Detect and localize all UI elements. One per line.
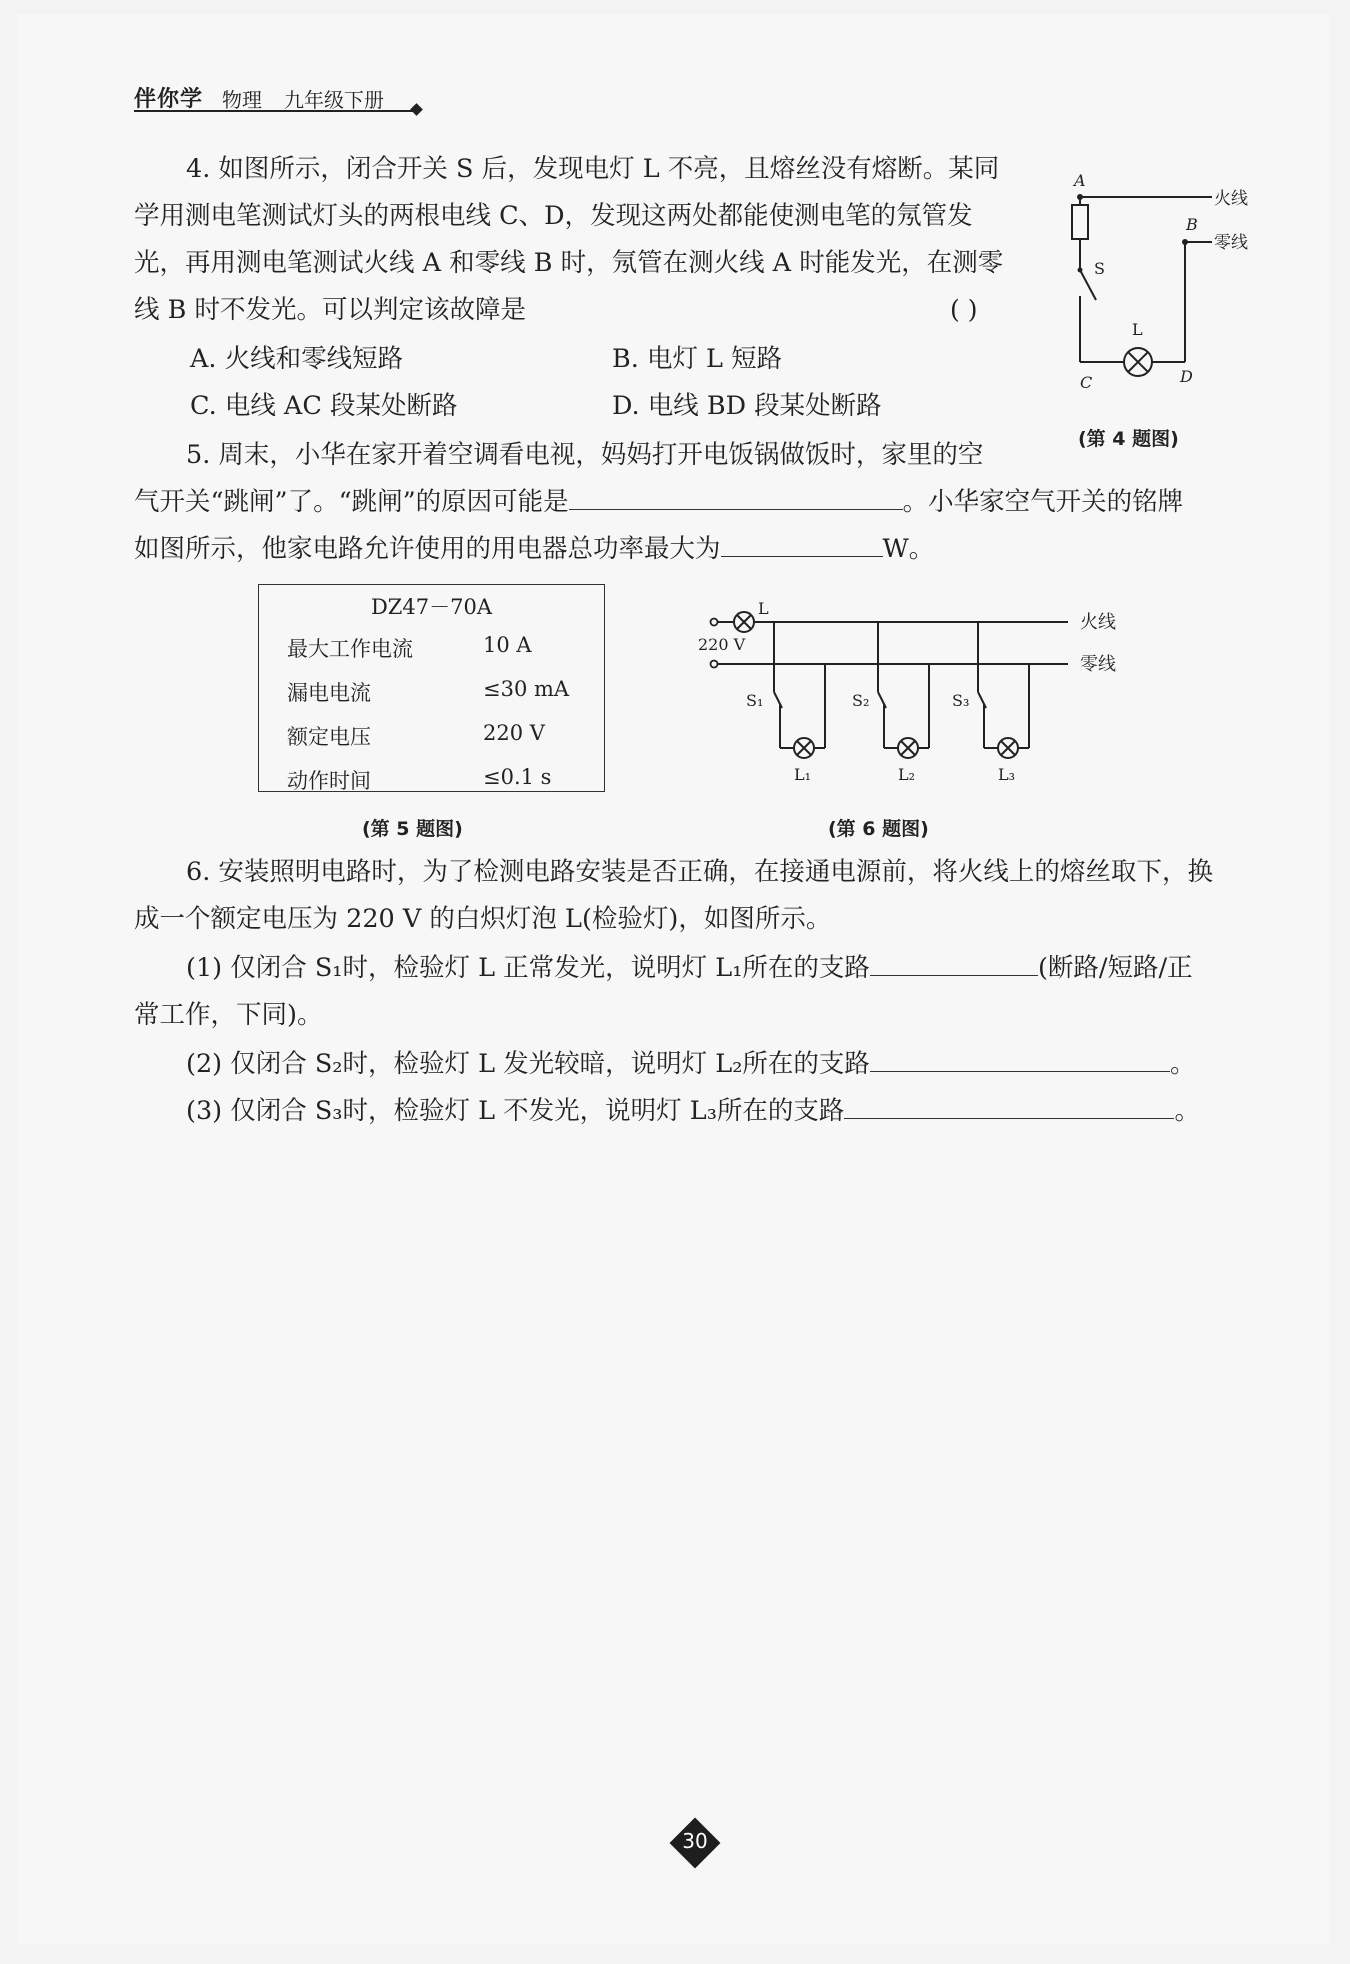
q5-line-3 bbox=[134, 534, 934, 564]
q4-label-l: L bbox=[1132, 320, 1143, 339]
q5-line-3-tail: W。 bbox=[882, 534, 935, 564]
q6-sub-3 bbox=[186, 1096, 1200, 1126]
q4-line-4: 线 B 时不发光。可以判定该故障是 bbox=[134, 295, 526, 325]
q6-line-1: 6. 安装照明电路时，为了检测电路安装是否正确，在接通电源前，将火线上的熔丝取下，换 bbox=[186, 857, 1213, 887]
q5-nameplate bbox=[258, 584, 605, 792]
q4-option-a: A. 火线和零线短路 bbox=[190, 344, 404, 374]
q6-sub-3-text: (3) 仅闭合 S₃时，检验灯 L 不发光，说明灯 L₃所在的支路 bbox=[186, 1096, 845, 1126]
q6-live-label: 火线 bbox=[1080, 612, 1116, 633]
q4-label-d: D bbox=[1180, 367, 1193, 386]
nameplate-value-leakage: ≤30 mA bbox=[483, 677, 570, 701]
q4-label-b: B bbox=[1186, 215, 1198, 234]
brand-title: 伴你学 bbox=[134, 87, 204, 112]
q4-label-c: C bbox=[1080, 373, 1093, 392]
nameplate-label-time: 动作时间 bbox=[287, 769, 371, 793]
q4-line-1: 4. 如图所示，闭合开关 S 后，发现电灯 L 不亮，且熔丝没有熔断。某同 bbox=[186, 154, 1000, 184]
q5-answer-blank-1[interactable] bbox=[569, 487, 903, 510]
header-rule bbox=[134, 110, 416, 112]
q5-line-2-text: 气开关“跳闸”了。“跳闸”的原因可能是 bbox=[134, 487, 569, 517]
q6-answer-blank-1[interactable] bbox=[870, 953, 1038, 976]
q6-terminal-bottom bbox=[711, 661, 718, 668]
q6-branch-2 bbox=[878, 622, 929, 758]
nameplate-value-current: 10 A bbox=[483, 633, 532, 657]
q4-figure-caption: (第 4 题图) bbox=[1078, 428, 1179, 450]
q6-switch-s3: S₃ bbox=[952, 691, 970, 710]
q5-line-2 bbox=[134, 487, 1183, 517]
q6-lamp-l1: L₁ bbox=[794, 765, 812, 784]
q4-label-s: S bbox=[1094, 259, 1105, 278]
q6-neutral-label: 零线 bbox=[1080, 654, 1116, 675]
q4-option-c: C. 电线 AC 段某处断路 bbox=[190, 391, 458, 421]
page-number: 30 bbox=[682, 1829, 708, 1853]
q6-switch-s2: S₂ bbox=[852, 691, 870, 710]
q6-line-2: 成一个额定电压为 220 V 的白炽灯泡 L(检验灯)，如图所示。 bbox=[134, 904, 832, 934]
q5-line-2-tail: 。小华家空气开关的铭牌 bbox=[902, 487, 1184, 517]
q5-figure-caption: (第 5 题图) bbox=[362, 818, 463, 840]
q6-sub-1-text: (1) 仅闭合 S₁时，检验灯 L 正常发光，说明灯 L₁所在的支路 bbox=[186, 953, 870, 983]
page-number-badge bbox=[670, 1818, 720, 1868]
q6-sub-2 bbox=[186, 1049, 1195, 1079]
q4-line-3: 光，再用测电笔测试火线 A 和零线 B 时，氖管在测火线 A 时能发光，在测零 bbox=[134, 248, 1004, 278]
q6-answer-blank-3[interactable] bbox=[844, 1096, 1174, 1119]
q6-branch-1 bbox=[774, 622, 825, 758]
page-header bbox=[134, 82, 424, 114]
nameplate-label-current: 最大工作电流 bbox=[287, 637, 413, 661]
q4-live-label: 火线 bbox=[1214, 189, 1248, 209]
q6-lamp-l3: L₃ bbox=[998, 765, 1016, 784]
q6-sub-2-end: 。 bbox=[1169, 1049, 1196, 1079]
q4-answer-paren: ( ) bbox=[950, 295, 978, 324]
q6-sub-3-end: 。 bbox=[1174, 1096, 1200, 1126]
nameplate-label-leakage: 漏电电流 bbox=[287, 681, 371, 705]
q6-terminal-top bbox=[711, 619, 718, 626]
q5-answer-blank-2[interactable] bbox=[721, 534, 883, 557]
q4-neutral-label: 零线 bbox=[1214, 233, 1248, 253]
q6-figure-caption: (第 6 题图) bbox=[828, 818, 929, 840]
nameplate-value-voltage: 220 V bbox=[483, 721, 545, 745]
q5-line-1: 5. 周末，小华在家开着空调看电视，妈妈打开电饭锅做饭时，家里的空 bbox=[186, 440, 984, 470]
q5-line-3-text: 如图所示，他家电路允许使用的用电器总功率最大为 bbox=[134, 534, 721, 564]
header-diamond-icon bbox=[410, 103, 423, 116]
q4-option-d: D. 电线 BD 段某处断路 bbox=[612, 391, 882, 421]
q6-voltage-label: 220 V bbox=[698, 635, 746, 654]
q6-branch-3 bbox=[978, 622, 1029, 758]
q6-circuit-figure bbox=[690, 600, 1130, 790]
grade-label: 九年级下册 bbox=[284, 88, 384, 112]
nameplate-label-voltage: 额定电压 bbox=[287, 725, 371, 749]
nameplate-model: DZ47－70A bbox=[370, 595, 493, 619]
q4-label-a: A bbox=[1074, 171, 1086, 190]
q6-label-test-lamp: L bbox=[758, 599, 769, 618]
subject-label: 物理 bbox=[222, 88, 262, 112]
q6-lamp-l2: L₂ bbox=[898, 765, 916, 784]
q4-circuit-figure bbox=[1060, 170, 1270, 390]
q6-answer-blank-2[interactable] bbox=[870, 1049, 1170, 1072]
q6-sub-1 bbox=[186, 953, 1193, 983]
q6-sub-1-cont: 常工作，下同)。 bbox=[134, 1000, 323, 1030]
nameplate-value-time: ≤0.1 s bbox=[483, 765, 552, 789]
q6-switch-s1: S₁ bbox=[746, 691, 764, 710]
q6-sub-2-text: (2) 仅闭合 S₂时，检验灯 L 发光较暗，说明灯 L₂所在的支路 bbox=[186, 1049, 870, 1079]
q4-fuse bbox=[1072, 205, 1088, 239]
q6-sub-1-options: (断路/短路/正 bbox=[1037, 953, 1193, 983]
q4-line-2: 学用测电笔测试灯头的两根电线 C、D，发现这两处都能使测电笔的氖管发 bbox=[134, 201, 973, 231]
q4-option-b: B. 电灯 L 短路 bbox=[612, 344, 783, 374]
